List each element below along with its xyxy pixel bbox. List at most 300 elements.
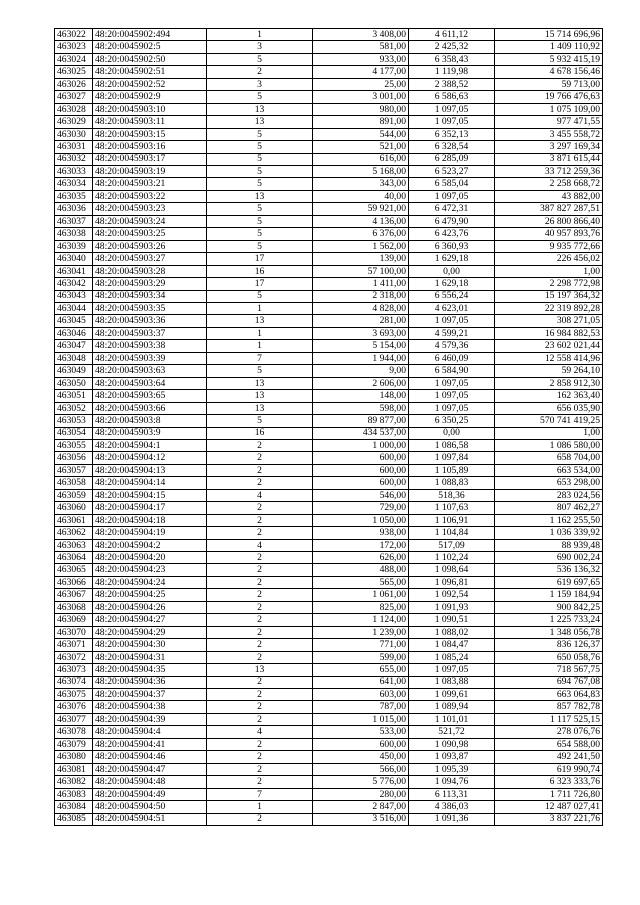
table-row xyxy=(55,801,603,813)
table-row xyxy=(55,639,603,651)
cadastral-value-cell: 718 567,75 xyxy=(495,664,603,676)
table-row xyxy=(55,813,603,825)
table-row xyxy=(55,327,603,339)
table-row xyxy=(55,713,603,725)
unit-value-cell: 1 091,36 xyxy=(409,813,495,825)
unit-value-cell: 6 358,43 xyxy=(409,53,495,65)
row-number-cell: 463053 xyxy=(55,415,93,427)
area-cell: 1 562,00 xyxy=(313,240,409,252)
table-row xyxy=(55,464,603,476)
category-code-cell: 4 xyxy=(207,489,313,501)
row-number-cell: 463045 xyxy=(55,315,93,327)
table-body xyxy=(55,29,603,826)
row-number-cell: 463056 xyxy=(55,452,93,464)
cadastral-number-cell: 48:20:0045904:35 xyxy=(93,664,207,676)
unit-value-cell: 1 102,24 xyxy=(409,552,495,564)
cadastral-value-cell: 19 766 476,63 xyxy=(495,91,603,103)
unit-value-cell: 1 097,84 xyxy=(409,452,495,464)
category-code-cell: 2 xyxy=(207,626,313,638)
unit-value-cell: 1 084,47 xyxy=(409,639,495,651)
unit-value-cell: 6 472,31 xyxy=(409,203,495,215)
table-row xyxy=(55,29,603,41)
area-cell: 566,00 xyxy=(313,763,409,775)
unit-value-cell: 1 098,64 xyxy=(409,564,495,576)
category-code-cell: 5 xyxy=(207,178,313,190)
row-number-cell: 463027 xyxy=(55,91,93,103)
cadastral-value-cell: 1 162 255,50 xyxy=(495,514,603,526)
row-number-cell: 463079 xyxy=(55,738,93,750)
area-cell: 825,00 xyxy=(313,601,409,613)
table-row xyxy=(55,377,603,389)
table-row xyxy=(55,564,603,576)
unit-value-cell: 2 388,52 xyxy=(409,78,495,90)
cadastral-number-cell: 48:20:0045903:22 xyxy=(93,190,207,202)
table-row xyxy=(55,178,603,190)
category-code-cell: 2 xyxy=(207,564,313,576)
table-row xyxy=(55,290,603,302)
cadastral-number-cell: 48:20:0045904:2 xyxy=(93,539,207,551)
area-cell: 655,00 xyxy=(313,664,409,676)
area-cell: 40,00 xyxy=(313,190,409,202)
unit-value-cell: 6 285,09 xyxy=(409,153,495,165)
cadastral-number-cell: 48:20:0045903:15 xyxy=(93,128,207,140)
cadastral-number-cell: 48:20:0045903:35 xyxy=(93,302,207,314)
unit-value-cell: 6 586,63 xyxy=(409,91,495,103)
area-cell: 729,00 xyxy=(313,502,409,514)
cadastral-number-cell: 48:20:0045903:9 xyxy=(93,427,207,439)
category-code-cell: 2 xyxy=(207,763,313,775)
cadastral-number-cell: 48:20:0045904:46 xyxy=(93,751,207,763)
cadastral-value-cell: 5 932 415,19 xyxy=(495,53,603,65)
table-row xyxy=(55,738,603,750)
area-cell: 616,00 xyxy=(313,153,409,165)
cadastral-value-cell: 9 935 772,66 xyxy=(495,240,603,252)
row-number-cell: 463084 xyxy=(55,801,93,813)
category-code-cell: 2 xyxy=(207,502,313,514)
table-row xyxy=(55,315,603,327)
cadastral-value-cell: 654 588,00 xyxy=(495,738,603,750)
table-row xyxy=(55,141,603,153)
row-number-cell: 463058 xyxy=(55,477,93,489)
table-row xyxy=(55,253,603,265)
category-code-cell: 2 xyxy=(207,477,313,489)
table-row xyxy=(55,302,603,314)
table-row xyxy=(55,626,603,638)
cadastral-number-cell: 48:20:0045904:17 xyxy=(93,502,207,514)
cadastral-number-cell: 48:20:0045904:19 xyxy=(93,527,207,539)
unit-value-cell: 6 584,90 xyxy=(409,365,495,377)
row-number-cell: 463046 xyxy=(55,327,93,339)
unit-value-cell: 6 113,31 xyxy=(409,788,495,800)
row-number-cell: 463037 xyxy=(55,215,93,227)
table-row xyxy=(55,78,603,90)
table-row xyxy=(55,352,603,364)
area-cell: 5 168,00 xyxy=(313,165,409,177)
area-cell: 1 000,00 xyxy=(313,439,409,451)
area-cell: 434 537,00 xyxy=(313,427,409,439)
unit-value-cell: 6 350,25 xyxy=(409,415,495,427)
area-cell: 533,00 xyxy=(313,726,409,738)
cadastral-value-cell: 387 827 287,51 xyxy=(495,203,603,215)
category-code-cell: 5 xyxy=(207,365,313,377)
area-cell: 3 408,00 xyxy=(313,29,409,41)
cadastral-value-cell: 6 323 333,76 xyxy=(495,776,603,788)
unit-value-cell: 1 629,18 xyxy=(409,253,495,265)
unit-value-cell: 1 091,93 xyxy=(409,601,495,613)
unit-value-cell: 4 611,12 xyxy=(409,29,495,41)
unit-value-cell: 1 092,54 xyxy=(409,589,495,601)
row-number-cell: 463028 xyxy=(55,103,93,115)
cadastral-number-cell: 48:20:0045903:24 xyxy=(93,215,207,227)
cadastral-value-cell: 12 558 414,96 xyxy=(495,352,603,364)
cadastral-number-cell: 48:20:0045904:24 xyxy=(93,576,207,588)
cadastral-number-cell: 48:20:0045903:27 xyxy=(93,253,207,265)
row-number-cell: 463074 xyxy=(55,676,93,688)
category-code-cell: 5 xyxy=(207,165,313,177)
area-cell: 488,00 xyxy=(313,564,409,576)
table-row xyxy=(55,116,603,128)
cadastral-value-cell: 663 064,83 xyxy=(495,689,603,701)
area-cell: 600,00 xyxy=(313,452,409,464)
category-code-cell: 2 xyxy=(207,464,313,476)
unit-value-cell: 6 352,13 xyxy=(409,128,495,140)
cadastral-value-cell: 40 957 893,76 xyxy=(495,228,603,240)
cadastral-value-cell: 43 882,00 xyxy=(495,190,603,202)
area-cell: 1 050,00 xyxy=(313,514,409,526)
category-code-cell: 2 xyxy=(207,689,313,701)
cadastral-number-cell: 48:20:0045904:1 xyxy=(93,439,207,451)
category-code-cell: 4 xyxy=(207,539,313,551)
area-cell: 4 136,00 xyxy=(313,215,409,227)
unit-value-cell: 1 086,58 xyxy=(409,439,495,451)
area-cell: 2 318,00 xyxy=(313,290,409,302)
row-number-cell: 463054 xyxy=(55,427,93,439)
table-row xyxy=(55,165,603,177)
area-cell: 5 776,00 xyxy=(313,776,409,788)
row-number-cell: 463066 xyxy=(55,576,93,588)
area-cell: 3 516,00 xyxy=(313,813,409,825)
table-row xyxy=(55,701,603,713)
row-number-cell: 463060 xyxy=(55,502,93,514)
category-code-cell: 1 xyxy=(207,340,313,352)
table-row xyxy=(55,788,603,800)
cadastral-number-cell: 48:20:0045903:17 xyxy=(93,153,207,165)
cadastral-value-cell: 1 075 109,00 xyxy=(495,103,603,115)
table-row xyxy=(55,664,603,676)
cadastral-number-cell: 48:20:0045904:36 xyxy=(93,676,207,688)
cadastral-number-cell: 48:20:0045904:25 xyxy=(93,589,207,601)
table-row xyxy=(55,53,603,65)
table-row xyxy=(55,601,603,613)
table-row xyxy=(55,527,603,539)
table-row xyxy=(55,91,603,103)
cadastral-value-cell: 656 035,90 xyxy=(495,402,603,414)
unit-value-cell: 6 479,90 xyxy=(409,215,495,227)
cadastral-value-cell: 3 455 558,72 xyxy=(495,128,603,140)
row-number-cell: 463052 xyxy=(55,402,93,414)
row-number-cell: 463031 xyxy=(55,141,93,153)
cadastral-number-cell: 48:20:0045904:51 xyxy=(93,813,207,825)
table-row xyxy=(55,776,603,788)
area-cell: 139,00 xyxy=(313,253,409,265)
cadastral-value-cell: 1 086 580,00 xyxy=(495,439,603,451)
area-cell: 172,00 xyxy=(313,539,409,551)
cadastral-value-cell: 1,00 xyxy=(495,265,603,277)
cadastral-value-cell: 690 002,24 xyxy=(495,552,603,564)
area-cell: 59 921,00 xyxy=(313,203,409,215)
area-cell: 626,00 xyxy=(313,552,409,564)
table-row xyxy=(55,402,603,414)
category-code-cell: 2 xyxy=(207,776,313,788)
row-number-cell: 463061 xyxy=(55,514,93,526)
table-row xyxy=(55,452,603,464)
category-code-cell: 1 xyxy=(207,302,313,314)
category-code-cell: 2 xyxy=(207,452,313,464)
cadastral-value-cell: 226 456,02 xyxy=(495,253,603,265)
unit-value-cell: 4 579,36 xyxy=(409,340,495,352)
cadastral-number-cell: 48:20:0045904:18 xyxy=(93,514,207,526)
unit-value-cell: 1 106,91 xyxy=(409,514,495,526)
cadastral-value-cell: 23 602 021,44 xyxy=(495,340,603,352)
category-code-cell: 13 xyxy=(207,390,313,402)
cadastral-number-cell: 48:20:0045902:494 xyxy=(93,29,207,41)
row-number-cell: 463025 xyxy=(55,66,93,78)
cadastral-value-cell: 59 264,10 xyxy=(495,365,603,377)
category-code-cell: 1 xyxy=(207,327,313,339)
row-number-cell: 463051 xyxy=(55,390,93,402)
cadastral-number-cell: 48:20:0045904:47 xyxy=(93,763,207,775)
row-number-cell: 463070 xyxy=(55,626,93,638)
area-cell: 1 411,00 xyxy=(313,278,409,290)
cadastral-value-cell: 900 842,25 xyxy=(495,601,603,613)
row-number-cell: 463033 xyxy=(55,165,93,177)
cadastral-value-cell: 1 225 733,24 xyxy=(495,614,603,626)
cadastral-value-cell: 2 298 772,98 xyxy=(495,278,603,290)
cadastral-value-cell: 22 319 892,28 xyxy=(495,302,603,314)
unit-value-cell: 1 097,05 xyxy=(409,664,495,676)
unit-value-cell: 1 095,39 xyxy=(409,763,495,775)
table-row xyxy=(55,614,603,626)
row-number-cell: 463075 xyxy=(55,689,93,701)
category-code-cell: 5 xyxy=(207,228,313,240)
area-cell: 544,00 xyxy=(313,128,409,140)
area-cell: 57 100,00 xyxy=(313,265,409,277)
area-cell: 1 124,00 xyxy=(313,614,409,626)
area-cell: 25,00 xyxy=(313,78,409,90)
unit-value-cell: 4 623,01 xyxy=(409,302,495,314)
area-cell: 4 828,00 xyxy=(313,302,409,314)
row-number-cell: 463069 xyxy=(55,614,93,626)
unit-value-cell: 1 107,63 xyxy=(409,502,495,514)
unit-value-cell: 1 090,51 xyxy=(409,614,495,626)
cadastral-number-cell: 48:20:0045903:39 xyxy=(93,352,207,364)
cadastral-number-cell: 48:20:0045904:4 xyxy=(93,726,207,738)
cadastral-number-cell: 48:20:0045903:10 xyxy=(93,103,207,115)
table-row xyxy=(55,539,603,551)
row-number-cell: 463030 xyxy=(55,128,93,140)
category-code-cell: 2 xyxy=(207,676,313,688)
unit-value-cell: 1 090,98 xyxy=(409,738,495,750)
unit-value-cell: 1 096,81 xyxy=(409,576,495,588)
category-code-cell: 2 xyxy=(207,514,313,526)
row-number-cell: 463063 xyxy=(55,539,93,551)
table-row xyxy=(55,128,603,140)
cadastral-value-cell: 278 076,76 xyxy=(495,726,603,738)
unit-value-cell: 0,00 xyxy=(409,427,495,439)
unit-value-cell: 1 097,05 xyxy=(409,315,495,327)
area-cell: 343,00 xyxy=(313,178,409,190)
cadastral-value-cell: 4 678 156,46 xyxy=(495,66,603,78)
cadastral-number-cell: 48:20:0045903:25 xyxy=(93,228,207,240)
row-number-cell: 463085 xyxy=(55,813,93,825)
category-code-cell: 5 xyxy=(207,203,313,215)
cadastral-number-cell: 48:20:0045903:8 xyxy=(93,415,207,427)
unit-value-cell: 6 585,04 xyxy=(409,178,495,190)
category-code-cell: 13 xyxy=(207,402,313,414)
row-number-cell: 463040 xyxy=(55,253,93,265)
area-cell: 771,00 xyxy=(313,639,409,651)
category-code-cell: 5 xyxy=(207,415,313,427)
area-cell: 148,00 xyxy=(313,390,409,402)
area-cell: 2 606,00 xyxy=(313,377,409,389)
cadastral-number-cell: 48:20:0045904:23 xyxy=(93,564,207,576)
cadastral-value-table xyxy=(54,28,603,826)
row-number-cell: 463038 xyxy=(55,228,93,240)
area-cell: 89 877,00 xyxy=(313,415,409,427)
category-code-cell: 17 xyxy=(207,253,313,265)
table-row xyxy=(55,340,603,352)
cadastral-number-cell: 48:20:0045903:64 xyxy=(93,377,207,389)
row-number-cell: 463068 xyxy=(55,601,93,613)
cadastral-number-cell: 48:20:0045904:26 xyxy=(93,601,207,613)
cadastral-value-cell: 1 711 726,80 xyxy=(495,788,603,800)
cadastral-value-cell: 977 471,55 xyxy=(495,116,603,128)
category-code-cell: 2 xyxy=(207,589,313,601)
cadastral-value-cell: 857 782,78 xyxy=(495,701,603,713)
area-cell: 787,00 xyxy=(313,701,409,713)
row-number-cell: 463043 xyxy=(55,290,93,302)
unit-value-cell: 6 556,24 xyxy=(409,290,495,302)
unit-value-cell: 1 097,05 xyxy=(409,390,495,402)
category-code-cell: 2 xyxy=(207,66,313,78)
category-code-cell: 2 xyxy=(207,601,313,613)
unit-value-cell: 4 386,03 xyxy=(409,801,495,813)
cadastral-number-cell: 48:20:0045904:29 xyxy=(93,626,207,638)
cadastral-number-cell: 48:20:0045903:19 xyxy=(93,165,207,177)
table-row xyxy=(55,415,603,427)
area-cell: 450,00 xyxy=(313,751,409,763)
table-row xyxy=(55,103,603,115)
table-row xyxy=(55,265,603,277)
cadastral-value-cell: 88 939,48 xyxy=(495,539,603,551)
cadastral-number-cell: 48:20:0045904:12 xyxy=(93,452,207,464)
area-cell: 6 376,00 xyxy=(313,228,409,240)
area-cell: 641,00 xyxy=(313,676,409,688)
cadastral-value-cell: 536 136,32 xyxy=(495,564,603,576)
row-number-cell: 463023 xyxy=(55,41,93,53)
cadastral-number-cell: 48:20:0045903:28 xyxy=(93,265,207,277)
table-row xyxy=(55,552,603,564)
unit-value-cell: 6 423,76 xyxy=(409,228,495,240)
row-number-cell: 463029 xyxy=(55,116,93,128)
cadastral-number-cell: 48:20:0045903:34 xyxy=(93,290,207,302)
cadastral-number-cell: 48:20:0045903:29 xyxy=(93,278,207,290)
row-number-cell: 463055 xyxy=(55,439,93,451)
row-number-cell: 463022 xyxy=(55,29,93,41)
unit-value-cell: 6 360,93 xyxy=(409,240,495,252)
category-code-cell: 2 xyxy=(207,751,313,763)
table-row xyxy=(55,751,603,763)
row-number-cell: 463077 xyxy=(55,713,93,725)
category-code-cell: 13 xyxy=(207,664,313,676)
row-number-cell: 463035 xyxy=(55,190,93,202)
area-cell: 600,00 xyxy=(313,464,409,476)
area-cell: 938,00 xyxy=(313,527,409,539)
row-number-cell: 463044 xyxy=(55,302,93,314)
row-number-cell: 463024 xyxy=(55,53,93,65)
category-code-cell: 5 xyxy=(207,141,313,153)
row-number-cell: 463047 xyxy=(55,340,93,352)
row-number-cell: 463039 xyxy=(55,240,93,252)
table-row xyxy=(55,41,603,53)
category-code-cell: 3 xyxy=(207,78,313,90)
cadastral-value-cell: 26 800 866,40 xyxy=(495,215,603,227)
unit-value-cell: 1 085,24 xyxy=(409,651,495,663)
row-number-cell: 463062 xyxy=(55,527,93,539)
area-cell: 1 239,00 xyxy=(313,626,409,638)
cadastral-value-cell: 2 258 668,72 xyxy=(495,178,603,190)
category-code-cell: 2 xyxy=(207,651,313,663)
cadastral-value-cell: 33 712 259,36 xyxy=(495,165,603,177)
cadastral-number-cell: 48:20:0045904:31 xyxy=(93,651,207,663)
unit-value-cell: 1 629,18 xyxy=(409,278,495,290)
cadastral-value-cell: 15 197 364,32 xyxy=(495,290,603,302)
cadastral-number-cell: 48:20:0045904:14 xyxy=(93,477,207,489)
row-number-cell: 463049 xyxy=(55,365,93,377)
cadastral-number-cell: 48:20:0045902:5 xyxy=(93,41,207,53)
table-row xyxy=(55,689,603,701)
cadastral-number-cell: 48:20:0045902:50 xyxy=(93,53,207,65)
unit-value-cell: 1 119,98 xyxy=(409,66,495,78)
category-code-cell: 2 xyxy=(207,639,313,651)
area-cell: 603,00 xyxy=(313,689,409,701)
unit-value-cell: 1 083,88 xyxy=(409,676,495,688)
table-row xyxy=(55,514,603,526)
category-code-cell: 5 xyxy=(207,290,313,302)
table-row xyxy=(55,365,603,377)
cadastral-number-cell: 48:20:0045902:52 xyxy=(93,78,207,90)
area-cell: 280,00 xyxy=(313,788,409,800)
category-code-cell: 4 xyxy=(207,726,313,738)
cadastral-value-cell: 162 363,40 xyxy=(495,390,603,402)
cadastral-number-cell: 48:20:0045903:23 xyxy=(93,203,207,215)
unit-value-cell: 4 599,21 xyxy=(409,327,495,339)
category-code-cell: 5 xyxy=(207,215,313,227)
cadastral-number-cell: 48:20:0045903:26 xyxy=(93,240,207,252)
area-cell: 600,00 xyxy=(313,477,409,489)
cadastral-value-cell: 658 704,00 xyxy=(495,452,603,464)
category-code-cell: 3 xyxy=(207,41,313,53)
category-code-cell: 2 xyxy=(207,552,313,564)
unit-value-cell: 1 099,61 xyxy=(409,689,495,701)
cadastral-value-cell: 570 741 419,25 xyxy=(495,415,603,427)
category-code-cell: 13 xyxy=(207,190,313,202)
row-number-cell: 463048 xyxy=(55,352,93,364)
category-code-cell: 7 xyxy=(207,788,313,800)
cadastral-value-cell: 694 767,08 xyxy=(495,676,603,688)
table-row xyxy=(55,439,603,451)
category-code-cell: 2 xyxy=(207,614,313,626)
